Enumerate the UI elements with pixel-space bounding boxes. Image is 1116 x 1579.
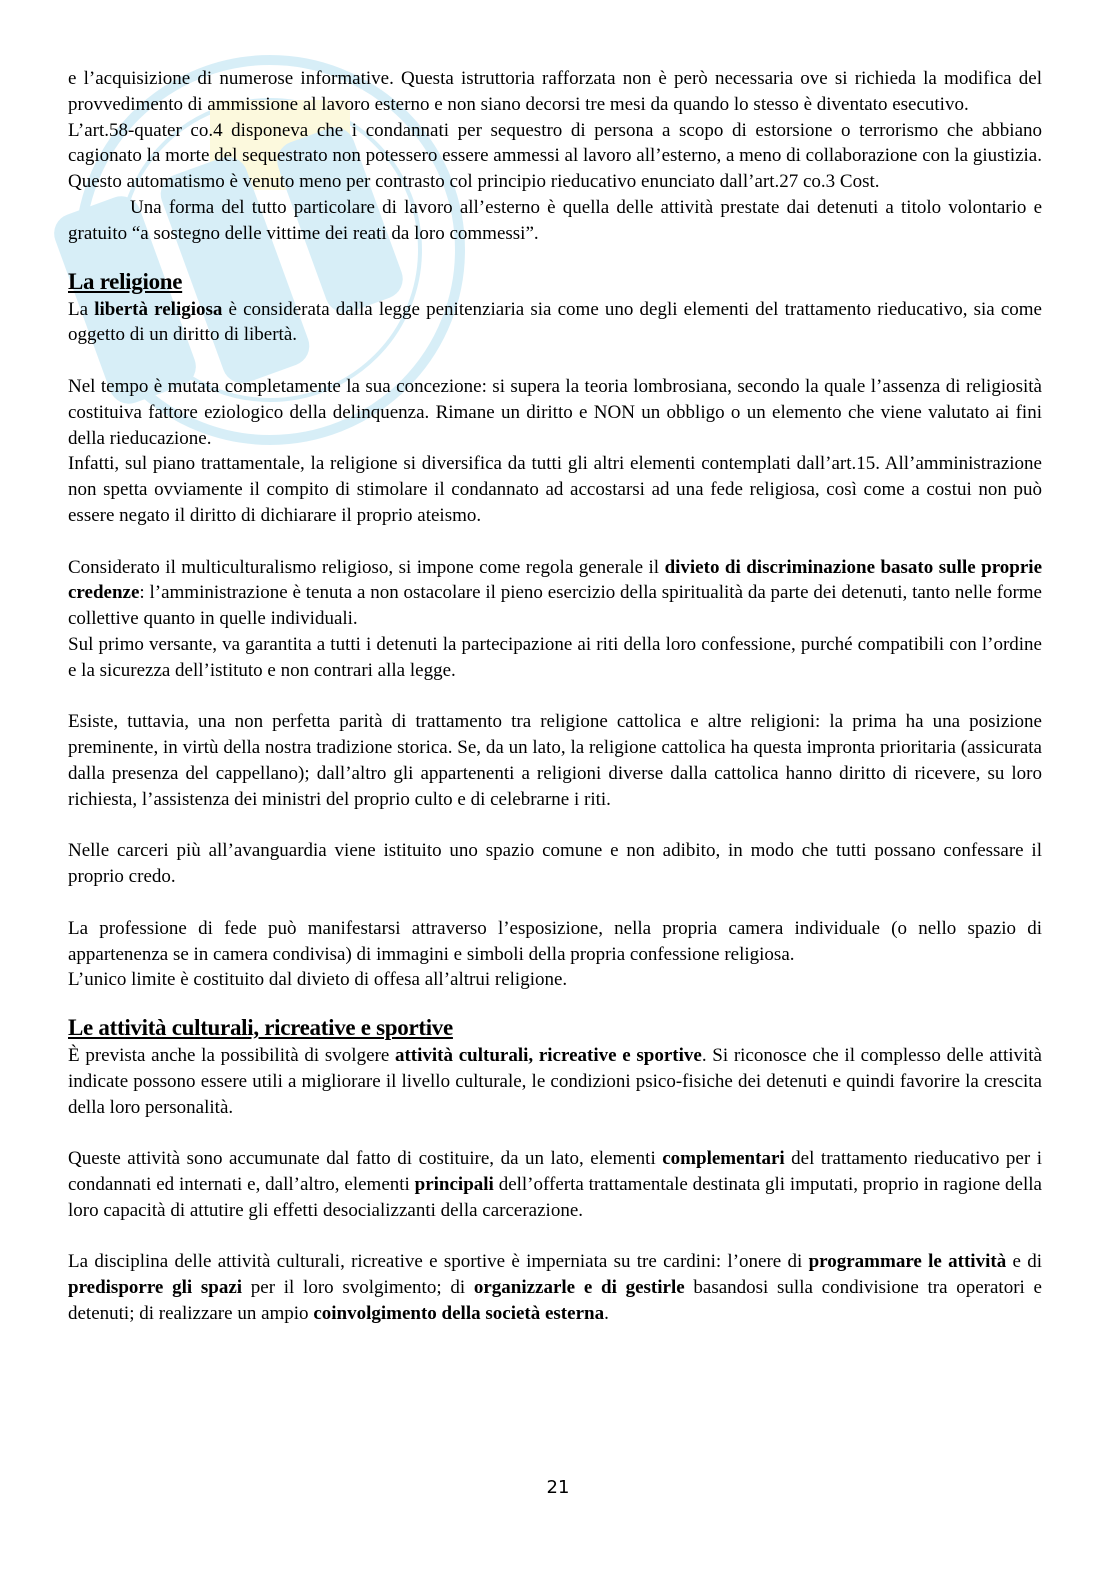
section-heading-attivita: Le attività culturali, ricreative e sportive: [68, 1015, 453, 1041]
paragraph: e l’acquisizione di numerose informative. Questa istruttoria rafforzata non è però necessaria ove si richieda la modifica del provvedimento di ammissione al lavoro esterno e non siano decorsi tre mesi da quando lo stesso è diventato esecutivo.: [68, 68, 1042, 115]
paragraph: La professione di fede può manifestarsi attraverso l’esposizione, nella propria camera individuale (o nello spazio di appartenenza se in camera condivisa) di immagini e simboli della propria confessione religiosa.: [68, 917, 1042, 965]
paragraph: La libertà religiosa è considerata dalla legge penitenziaria sia come uno degli elementi del trattamento rieducativo, sia come oggetto di un diritto di libertà.: [68, 298, 1042, 346]
document-body: [68, 66, 1042, 1327]
paragraph: Infatti, sul piano trattamentale, la religione si diversifica da tutti gli altri elementi contemplati dall’art.15. All’amministrazione non spetta ovviamente il compito di stimolare il condannato ad accostarsi ad una fede religiosa, così come a costui non può essere negato il diritto di dichiarare il proprio ateismo.: [68, 453, 1042, 526]
section-heading-religione: La religione: [68, 268, 183, 294]
paragraph: Considerato il multiculturalismo religioso, si impone come regola generale il divieto di discriminazione basato sulle proprie credenze: l’amministrazione è tenuta a non ostacolare il pieno esercizio della spiritualità da parte dei detenuti, tanto nelle forme collettive quanto in quelle individuali.: [68, 556, 1043, 630]
paragraph: Queste attività sono accumunate dal fatto di costituire, da un lato, elementi complementari del trattamento rieducativo per i condannati ed internati e, dall’altro, elementi principali dell’offerta trattamentale destinata gli imputati, proprio in ragione della loro capacità di attutire gli effetti desocializzanti della carcerazione.: [68, 1148, 1042, 1221]
paragraph: È prevista anche la possibilità di svolgere attività culturali, ricreative e sportive. Si riconosce che il complesso delle attività indicate possono essere utili a migliorare il livello culturale, le condizioni psico-fisiche dei detenuti e quindi favorire la crescita della loro personalità.: [68, 1045, 1042, 1118]
page-number: 21: [546, 1477, 570, 1498]
paragraph: La disciplina delle attività culturali, ricreative e sportive è imperniata su tre cardini: l’onere di programmare le attività e di predisporre gli spazi per il loro svolgimento; di organizzarle e di gestirle basandosi sulla condivisione tra operatori e detenuti; di realizzare un ampio coinvolgimento della società esterna.: [68, 1251, 1042, 1325]
paragraph: Nelle carceri più all’avanguardia viene istituito uno spazio comune e non adibito, in modo che tutti possano confessare il proprio credo.: [68, 840, 1042, 888]
paragraph: L’unico limite è costituito dal divieto di offesa all’altrui religione.: [68, 969, 568, 991]
paragraph: Sul primo versante, va garantita a tutti i detenuti la partecipazione ai riti della loro confessione, purché compatibili con l’ordine e la sicurezza dell’istituto e non contrari alla legge.: [68, 633, 1042, 681]
paragraph: Una forma del tutto particolare di lavoro all’esterno è quella delle attività prestate dai detenuti a titolo volontario e gratuito “a sostegno delle vittime dei reati da loro commessi”.: [68, 196, 1042, 244]
paragraph: L’art.58-quater co.4 disponeva che i condannati per sequestro di persona a scopo di estorsione o terrorismo che abbiano cagionato la morte del sequestrato non potessero essere ammessi al lavoro all’esterno, a meno di collaborazione con la giustizia. Questo automatismo è venuto meno per contrasto col principio rieducativo enunciato dall’art.27 co.3 Cost.: [68, 119, 1042, 193]
paragraph: Nel tempo è mutata completamente la sua concezione: si supera la teoria lombrosiana, secondo la quale l’assenza di religiosità costituiva fattore eziologico della delinquenza. Rimane un diritto e NON un obbligo o un elemento che viene valutato ai fini della rieducazione.: [68, 375, 1042, 449]
paragraph: Esiste, tuttavia, una non perfetta parità di trattamento tra religione cattolica e altre religioni: la prima ha una posizione preminente, in virtù della nostra tradizione storica. Se, da un lato, la religione cattolica ha questa impronta prioritaria (assicurata dalla presenza del cappellano); dall’altro gli appartenenti a religioni diverse dalla cattolica hanno diritto di ricevere, su loro richiesta, l’assistenza dei ministri del proprio culto e di celebrarne i riti.: [68, 711, 1042, 810]
